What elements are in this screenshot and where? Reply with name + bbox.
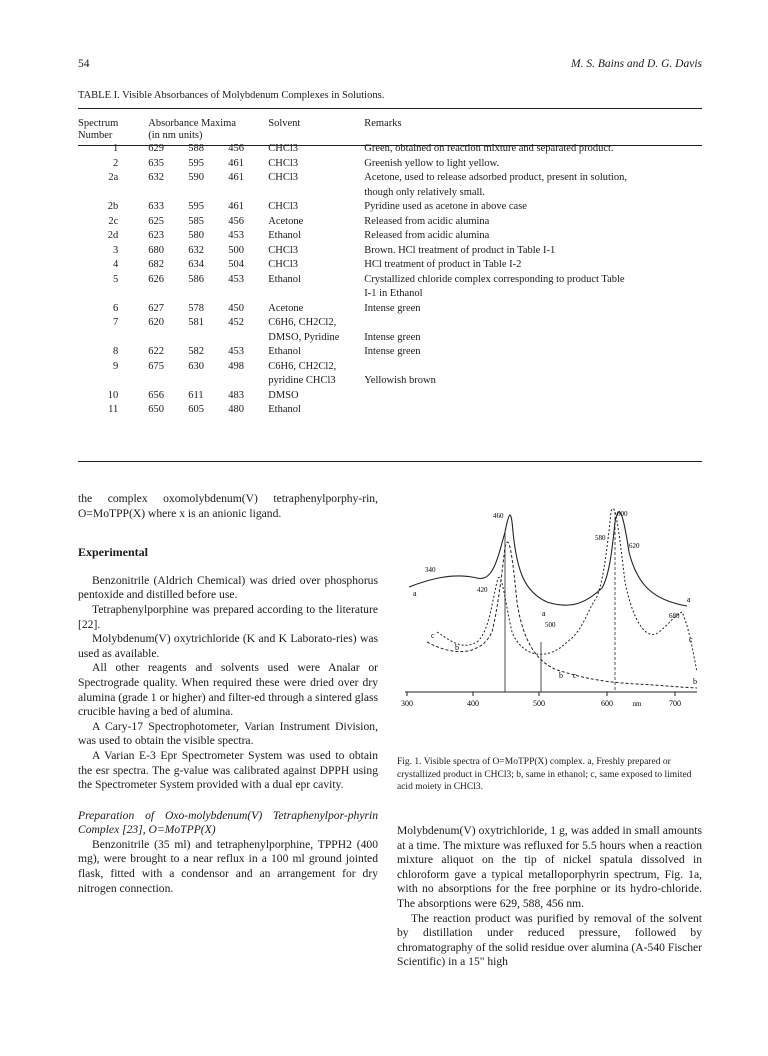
cell-absorbance-1: 626 bbox=[148, 273, 164, 285]
cell-remarks: Yellowish brown bbox=[364, 375, 436, 386]
cell-absorbance-2: 595 bbox=[188, 201, 204, 212]
cell-absorbance-1: 635 bbox=[148, 157, 164, 169]
table-caption: TABLE I. Visible Absorbances of Molybdenum Complexes in Solutions. bbox=[78, 90, 385, 101]
header-solvent: Solvent bbox=[268, 118, 301, 129]
cell-absorbance-2: 581 bbox=[188, 317, 204, 328]
table-top-rule bbox=[78, 108, 702, 109]
cell-remarks: though only relatively small. bbox=[364, 186, 485, 198]
table-row bbox=[78, 331, 702, 346]
cell-remarks: Intense green bbox=[364, 346, 421, 357]
peak-label-580: 580 bbox=[595, 534, 606, 542]
cell-absorbance-2: 585 bbox=[188, 215, 204, 227]
cell-remarks bbox=[364, 403, 702, 418]
cell-spectrum-number: 1 bbox=[113, 143, 119, 154]
cell-absorbance-2: 578 bbox=[188, 302, 204, 314]
curve-label-a3: a bbox=[687, 595, 691, 604]
cell-solvent: DMSO, Pyridine bbox=[268, 331, 340, 343]
cell-solvent: CHCl3 bbox=[268, 157, 299, 169]
visible-spectra-figure bbox=[397, 492, 702, 752]
cell-absorbance-2: 590 bbox=[188, 172, 204, 183]
table-row bbox=[78, 157, 702, 172]
cell-spectrum-number bbox=[78, 186, 148, 201]
peak-label-420: 420 bbox=[477, 586, 488, 594]
table-row bbox=[78, 244, 702, 259]
cell-spectrum-number: 5 bbox=[113, 273, 119, 285]
x-tick-600: 600 bbox=[601, 699, 613, 708]
paragraph-cary: A Cary-17 Spectrophotometer, Varian Instrument Division, was used to obtain the visible spectra. bbox=[78, 719, 378, 748]
cell-solvent: CHCl3 bbox=[268, 201, 299, 212]
subsection-heading-preparation: Preparation of Oxo-molybdenum(V) Tetraphenylpor-phyrin Complex [23], O=MoTPP(X) bbox=[78, 808, 378, 837]
cell-remarks: Intense green bbox=[364, 302, 421, 314]
curve-label-c3: c bbox=[689, 635, 693, 644]
cell-absorbance-3 bbox=[228, 287, 268, 302]
cell-spectrum-number: 9 bbox=[113, 360, 119, 372]
table-body bbox=[78, 142, 702, 418]
cell-absorbance-3: 453 bbox=[228, 346, 244, 357]
curve-c bbox=[437, 508, 697, 672]
x-tick-500: 500 bbox=[533, 699, 545, 708]
peak-label-460: 460 bbox=[493, 512, 504, 520]
cell-absorbance-1: 629 bbox=[148, 143, 164, 154]
cell-spectrum-number: 8 bbox=[113, 346, 119, 357]
cell-absorbance-1: 623 bbox=[148, 230, 164, 241]
cell-absorbance-1 bbox=[148, 331, 188, 346]
cell-solvent: CHCl3 bbox=[268, 143, 299, 154]
cell-remarks: Brown. HCl treatment of product in Table I-1 bbox=[364, 244, 556, 256]
cell-absorbance-2: 632 bbox=[188, 244, 204, 256]
x-unit: nm bbox=[632, 700, 642, 708]
cell-spectrum-number bbox=[78, 331, 148, 346]
cell-remarks bbox=[364, 389, 702, 404]
cell-remarks: Greenish yellow to light yellow. bbox=[364, 157, 500, 169]
cell-absorbance-3: 498 bbox=[228, 360, 244, 372]
cell-solvent: CHCl3 bbox=[268, 244, 299, 256]
cell-absorbance-3 bbox=[228, 374, 268, 389]
cell-absorbance-2 bbox=[188, 374, 228, 389]
cell-spectrum-number: 2b bbox=[107, 201, 119, 212]
cell-solvent: DMSO bbox=[268, 389, 299, 401]
cell-remarks bbox=[364, 360, 702, 375]
cell-absorbance-2: 605 bbox=[188, 404, 204, 415]
cell-spectrum-number: 2 bbox=[113, 157, 119, 169]
intro-paragraph: the complex oxomolybdenum(V) tetraphenylporphy-rin, O=MoTPP(X) where x is an anionic ligand. bbox=[78, 492, 378, 520]
cell-spectrum-number bbox=[78, 374, 148, 389]
cell-solvent: C6H6, CH2Cl2, bbox=[268, 317, 337, 328]
cell-absorbance-1 bbox=[148, 374, 188, 389]
cell-remarks: Pyridine used as acetone in above case bbox=[364, 201, 527, 212]
cell-absorbance-1: 627 bbox=[148, 302, 164, 314]
table-row bbox=[78, 374, 702, 389]
cell-spectrum-number: 6 bbox=[113, 302, 119, 314]
table-header-row bbox=[78, 118, 702, 142]
table-row bbox=[78, 200, 702, 215]
curve-label-b1: b bbox=[455, 643, 459, 652]
paragraph-preparation: Benzonitrile (35 ml) and tetraphenylporphine, TPPH2 (400 mg), were brought to a near reflux in a 100 ml ground jointed flask, fitted with a condensor and an arrangement for dry nitrogen connection. bbox=[78, 837, 378, 895]
absorbance-table bbox=[78, 118, 702, 418]
cell-solvent bbox=[268, 186, 364, 201]
paragraph-reflux: Molybdenum(V) oxytrichloride, 1 g, was added in small amounts at a time. The mixture was refluxed for 5.5 hours when a reaction mixture aliquot on the tip of nickel spatula dissolved in chloroform gave a typical metalloporphyrin spectrum, Fig. 1a, with no absorptions for the free porphine or its hydro-chloride. The absorptions were 629, 588, 456 nm. bbox=[397, 824, 702, 910]
curve-label-b2: b bbox=[559, 671, 563, 680]
cell-solvent: Ethanol bbox=[268, 273, 301, 285]
peak-label-340: 340 bbox=[425, 566, 436, 574]
header-absorbance: Absorbance Maxima bbox=[148, 118, 237, 129]
curve-label-a1: a bbox=[413, 589, 417, 598]
cell-spectrum-number: 10 bbox=[107, 389, 119, 401]
paragraph-reagents: All other reagents and solvents used were Analar or Spectrograde quality. When required these were dried over dry alumina (grade 1 or higher) and filter-ed through a sintered glass crucible having a bed of alumina. bbox=[78, 661, 378, 719]
header-spectrum: Spectrum bbox=[78, 118, 119, 129]
x-axis-ticks bbox=[407, 692, 675, 696]
table-row bbox=[78, 403, 702, 418]
cell-solvent: CHCl3 bbox=[268, 259, 299, 270]
cell-absorbance-3: 483 bbox=[228, 389, 244, 401]
section-heading-experimental: Experimental bbox=[78, 545, 148, 560]
cell-absorbance-3: 452 bbox=[228, 317, 244, 328]
cell-absorbance-3: 453 bbox=[228, 273, 244, 285]
cell-absorbance-1: 620 bbox=[148, 317, 164, 328]
curve-a bbox=[409, 512, 687, 606]
cell-absorbance-3: 453 bbox=[228, 230, 244, 241]
cell-remarks: Released from acidic alumina bbox=[364, 215, 490, 227]
table-row bbox=[78, 229, 702, 244]
peak-label-500: 500 bbox=[545, 621, 556, 629]
cell-absorbance-3: 504 bbox=[228, 259, 244, 270]
running-header-authors: M. S. Bains and D. G. Davis bbox=[571, 58, 702, 70]
table-row bbox=[78, 273, 702, 288]
x-tick-400: 400 bbox=[467, 699, 479, 708]
cell-remarks bbox=[364, 316, 702, 331]
cell-solvent: Acetone bbox=[268, 215, 304, 227]
cell-solvent: Ethanol bbox=[268, 230, 301, 241]
peak-label-680: 680 bbox=[669, 612, 680, 620]
cell-remarks: Intense green bbox=[364, 331, 421, 343]
cell-absorbance-3: 461 bbox=[228, 201, 244, 212]
x-tick-700: 700 bbox=[669, 699, 681, 708]
peak-label-620: 620 bbox=[629, 542, 640, 550]
cell-spectrum-number: 2a bbox=[108, 172, 119, 183]
cell-solvent: pyridine CHCl3 bbox=[268, 375, 336, 386]
cell-absorbance-2 bbox=[188, 186, 228, 201]
cell-solvent: C6H6, CH2Cl2, bbox=[268, 360, 337, 372]
cell-remarks: Released from acidic alumina bbox=[364, 230, 490, 241]
cell-remarks: HCl treatment of product in Table I-2 bbox=[364, 259, 522, 270]
page-number: 54 bbox=[78, 58, 90, 70]
cell-absorbance-1: 650 bbox=[148, 404, 164, 415]
curve-label-b3: b bbox=[693, 677, 697, 686]
table-row bbox=[78, 171, 702, 186]
table-row bbox=[78, 186, 702, 201]
left-column bbox=[78, 492, 378, 896]
curve-label-a2: a bbox=[542, 609, 546, 618]
cell-absorbance-2 bbox=[188, 331, 228, 346]
right-column bbox=[397, 824, 702, 970]
cell-remarks: Crystallized chloride complex corresponding to product Table bbox=[364, 273, 625, 285]
cell-spectrum-number: 11 bbox=[108, 404, 119, 415]
table-row bbox=[78, 258, 702, 273]
cell-absorbance-3: 461 bbox=[228, 157, 244, 169]
cell-absorbance-3 bbox=[228, 331, 268, 346]
cell-absorbance-2: 595 bbox=[188, 157, 204, 169]
cell-absorbance-2: 611 bbox=[188, 389, 204, 401]
cell-absorbance-1 bbox=[148, 287, 188, 302]
table-row bbox=[78, 360, 702, 375]
cell-absorbance-2: 586 bbox=[188, 273, 204, 285]
cell-spectrum-number: 3 bbox=[113, 244, 119, 256]
paragraph-tpp: Tetraphenylporphine was prepared according to the literature [22]. bbox=[78, 602, 378, 631]
cell-absorbance-1: 682 bbox=[148, 259, 164, 270]
cell-spectrum-number bbox=[78, 287, 148, 302]
header-number: Number bbox=[78, 130, 113, 141]
cell-absorbance-3: 450 bbox=[228, 302, 244, 314]
cell-absorbance-1: 625 bbox=[148, 215, 164, 227]
cell-absorbance-1: 675 bbox=[148, 360, 164, 372]
header-units: (in nm units) bbox=[148, 130, 203, 141]
curve-label-c1: c bbox=[431, 631, 435, 640]
cell-solvent: Acetone bbox=[268, 302, 304, 314]
cell-remarks: I-1 in Ethanol bbox=[364, 288, 423, 299]
cell-absorbance-3 bbox=[228, 186, 268, 201]
table-header-rule bbox=[78, 145, 702, 146]
cell-absorbance-2: 580 bbox=[188, 230, 204, 241]
cell-remarks: Acetone, used to release adsorbed product, present in solution, bbox=[364, 172, 627, 183]
cell-solvent: Ethanol bbox=[268, 404, 301, 415]
cell-absorbance-3: 456 bbox=[228, 215, 244, 227]
cell-absorbance-1: 656 bbox=[148, 389, 164, 401]
cell-absorbance-1: 633 bbox=[148, 201, 164, 212]
cell-solvent: Ethanol bbox=[268, 346, 301, 357]
cell-remarks: Green, obtained on reaction mixture and separated product. bbox=[364, 143, 614, 154]
cell-absorbance-3: 480 bbox=[228, 404, 244, 415]
cell-absorbance-2: 582 bbox=[188, 346, 204, 357]
x-tick-300: 300 bbox=[401, 699, 413, 708]
cell-absorbance-1: 680 bbox=[148, 244, 164, 256]
table-row bbox=[78, 345, 702, 360]
paragraph-purification: The reaction product was purified by removal of the solvent by distillation under reduced pressure, followed by chromatography of the solid residue over alumina (A-540 Fischer Scientific) in a 15" high bbox=[397, 911, 702, 969]
cell-spectrum-number: 7 bbox=[113, 317, 119, 328]
cell-absorbance-1: 622 bbox=[148, 346, 164, 357]
cell-spectrum-number: 4 bbox=[113, 259, 119, 270]
cell-absorbance-3: 500 bbox=[228, 244, 244, 256]
cell-absorbance-2: 588 bbox=[188, 143, 204, 154]
cell-absorbance-1 bbox=[148, 186, 188, 201]
table-row bbox=[78, 215, 702, 230]
paragraph-benzonitrile: Benzonitrile (Aldrich Chemical) was dried over phosphorus pentoxide and distilled before use. bbox=[78, 573, 378, 602]
peak-label-600: 600 bbox=[617, 510, 628, 518]
curve-label-c2: c bbox=[573, 671, 577, 680]
cell-solvent bbox=[268, 287, 364, 302]
table-row bbox=[78, 389, 702, 404]
cell-spectrum-number: 2c bbox=[108, 215, 119, 227]
cell-absorbance-2 bbox=[188, 287, 228, 302]
paragraph-epr: A Varian E-3 Epr Spectrometer System was used to obtain the esr spectra. The g-value was calibrated against DPPH using the Spectrometer System provided with a dual epr cavity. bbox=[78, 748, 378, 792]
cell-absorbance-3: 461 bbox=[228, 172, 244, 183]
cell-absorbance-3: 456 bbox=[228, 143, 244, 154]
cell-solvent: CHCl3 bbox=[268, 172, 299, 183]
paragraph-moocl3: Molybdenum(V) oxytrichloride (K and K Laborato-ries) was used as available. bbox=[78, 632, 378, 660]
cell-spectrum-number: 2d bbox=[107, 230, 119, 241]
table-row bbox=[78, 302, 702, 317]
table-bottom-rule bbox=[78, 461, 702, 462]
header-remarks: Remarks bbox=[364, 118, 402, 129]
table-row bbox=[78, 287, 702, 302]
table-row bbox=[78, 316, 702, 331]
cell-absorbance-2: 634 bbox=[188, 259, 204, 270]
curve-b bbox=[427, 542, 697, 688]
figure-caption: Fig. 1. Visible spectra of O=MoTPP(X) complex. a, Freshly prepared or crystallized product in CHCl3; b, same in ethanol; c, same exposed to limited acid moiety in CHCl3. bbox=[397, 757, 692, 792]
cell-absorbance-2: 630 bbox=[188, 360, 204, 372]
cell-absorbance-1: 632 bbox=[148, 172, 164, 183]
